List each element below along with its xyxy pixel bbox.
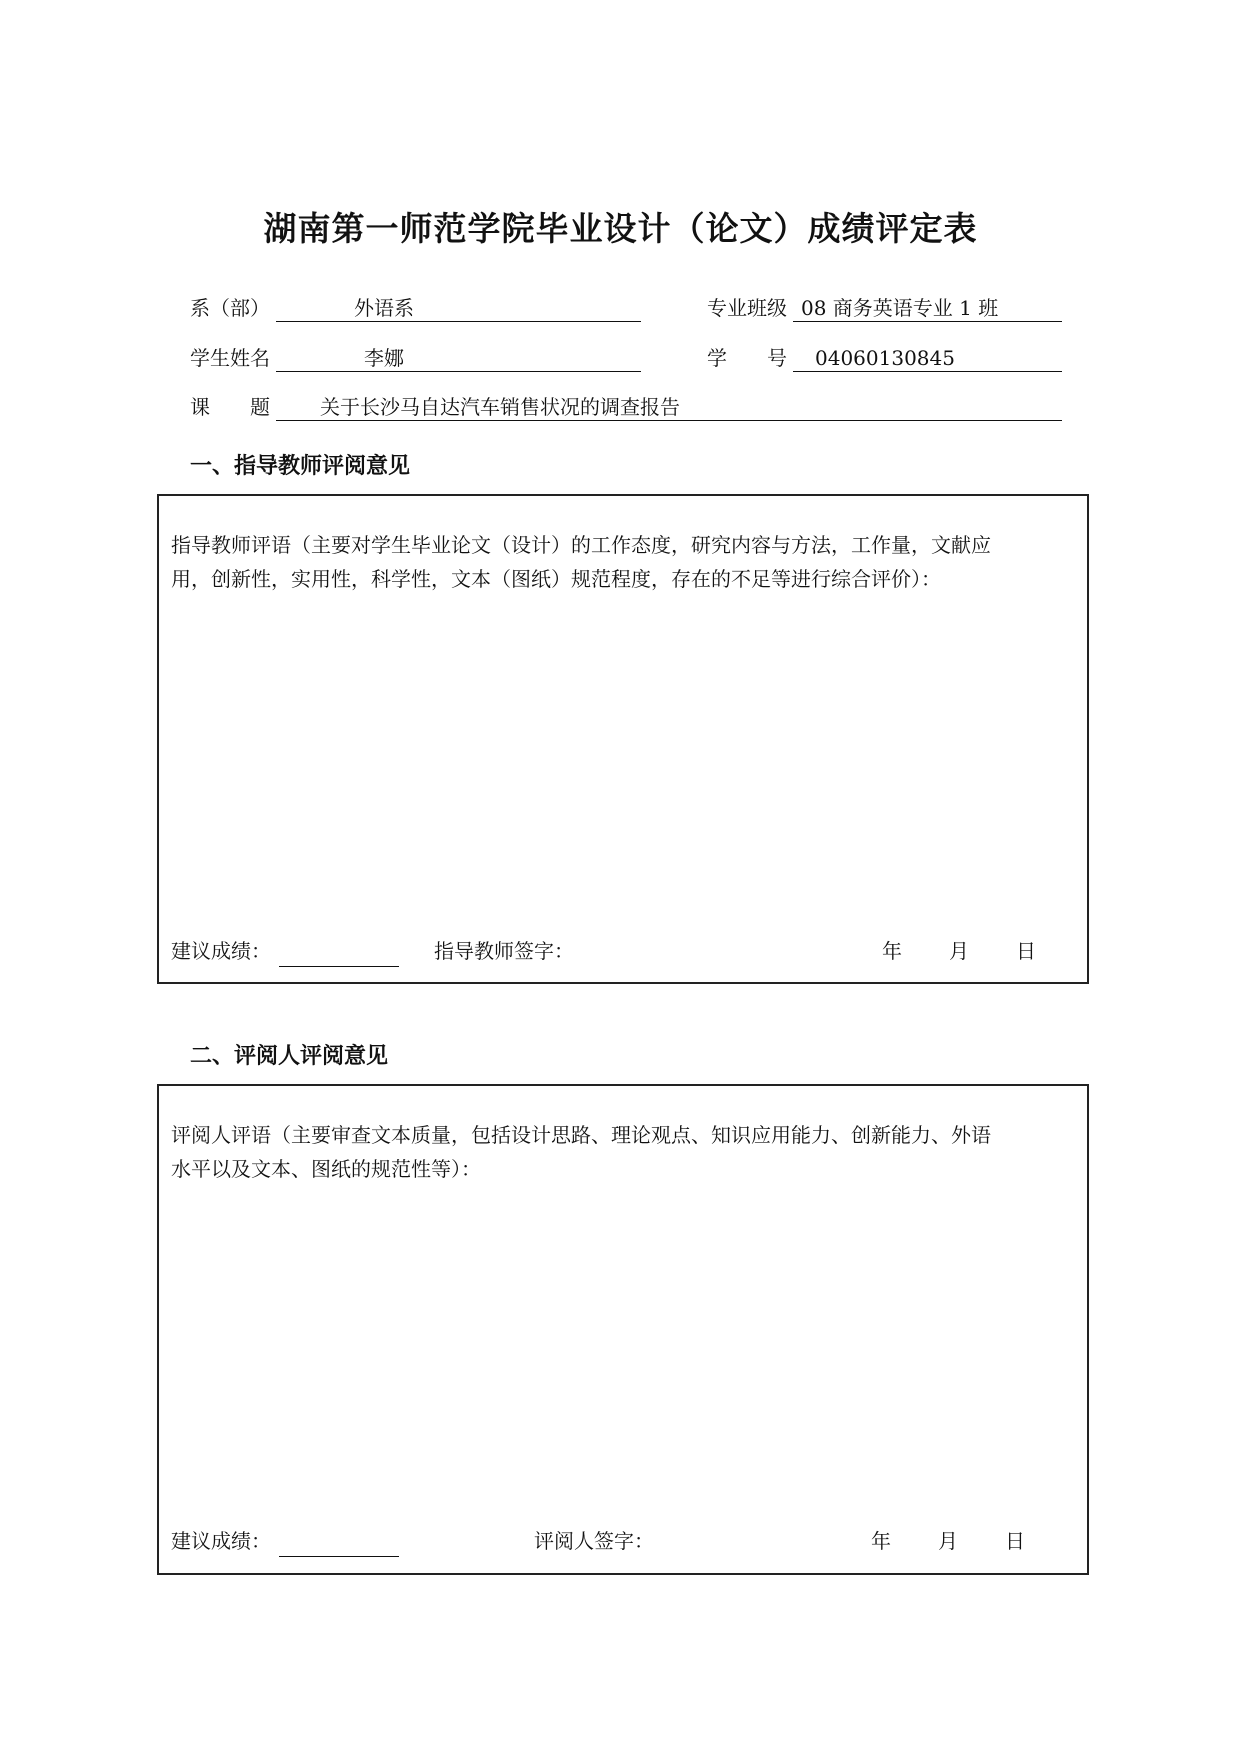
topic-value: 关于长沙马自达汽车销售状况的调查报告 xyxy=(320,395,680,419)
advisor-comment-box[interactable] xyxy=(157,494,1089,984)
class-label: 专业班级 xyxy=(707,296,787,320)
reviewer-day-label: 日 xyxy=(1005,1529,1025,1553)
topic-label: 课 题 xyxy=(190,395,270,419)
reviewer-year-label: 年 xyxy=(871,1529,891,1553)
reviewer-month-label: 月 xyxy=(938,1529,958,1553)
student-id-value: 04060130845 xyxy=(815,346,955,370)
advisor-grade-field[interactable] xyxy=(279,944,399,967)
advisor-grade-label: 建议成绩： xyxy=(171,939,271,963)
section2-heading: 二、评阅人评阅意见 xyxy=(190,1044,389,1069)
advisor-prompt-line1: 指导教师评语（主要对学生毕业论文（设计）的工作态度，研究内容与方法，工作量，文献应 xyxy=(171,533,991,557)
student-id-field[interactable] xyxy=(793,344,1062,372)
reviewer-comment-box[interactable] xyxy=(157,1084,1089,1575)
info-row-topic xyxy=(190,393,1070,421)
student-name-label: 学生姓名 xyxy=(190,346,270,370)
advisor-signature-label: 指导教师签字： xyxy=(434,939,574,963)
reviewer-prompt-line2: 水平以及文本、图纸的规范性等）： xyxy=(171,1157,481,1181)
reviewer-comment-prompt xyxy=(171,1118,1077,1186)
section1-heading: 一、指导教师评阅意见 xyxy=(190,454,411,479)
advisor-footer xyxy=(159,936,1087,966)
advisor-prompt-line2: 用，创新性，实用性，科学性，文本（图纸）规范程度，存在的不足等进行综合评价）： xyxy=(171,567,941,591)
department-field[interactable] xyxy=(276,294,641,322)
advisor-year-label: 年 xyxy=(882,939,902,963)
department-label: 系（部） xyxy=(190,296,270,320)
reviewer-footer xyxy=(159,1526,1087,1556)
department-value: 外语系 xyxy=(354,296,414,320)
student-name-field[interactable] xyxy=(276,344,641,372)
advisor-day-label: 日 xyxy=(1016,939,1036,963)
info-row-student xyxy=(190,344,1070,372)
class-field[interactable] xyxy=(793,294,1062,322)
advisor-month-label: 月 xyxy=(949,939,969,963)
class-value: 08 商务英语专业 1 班 xyxy=(801,296,999,320)
advisor-comment-prompt xyxy=(171,528,1077,596)
info-row-department xyxy=(190,294,1070,322)
student-id-label: 学 号 xyxy=(707,346,787,370)
student-name-value: 李娜 xyxy=(364,346,404,370)
topic-field[interactable] xyxy=(276,393,1062,421)
reviewer-grade-label: 建议成绩： xyxy=(171,1529,271,1553)
form-title: 湖南第一师范学院毕业设计（论文）成绩评定表 xyxy=(263,209,978,248)
reviewer-prompt-line1: 评阅人评语（主要审查文本质量，包括设计思路、理论观点、知识应用能力、创新能力、外语 xyxy=(171,1123,991,1147)
reviewer-signature-label: 评阅人签字： xyxy=(534,1529,654,1553)
reviewer-grade-field[interactable] xyxy=(279,1534,399,1557)
